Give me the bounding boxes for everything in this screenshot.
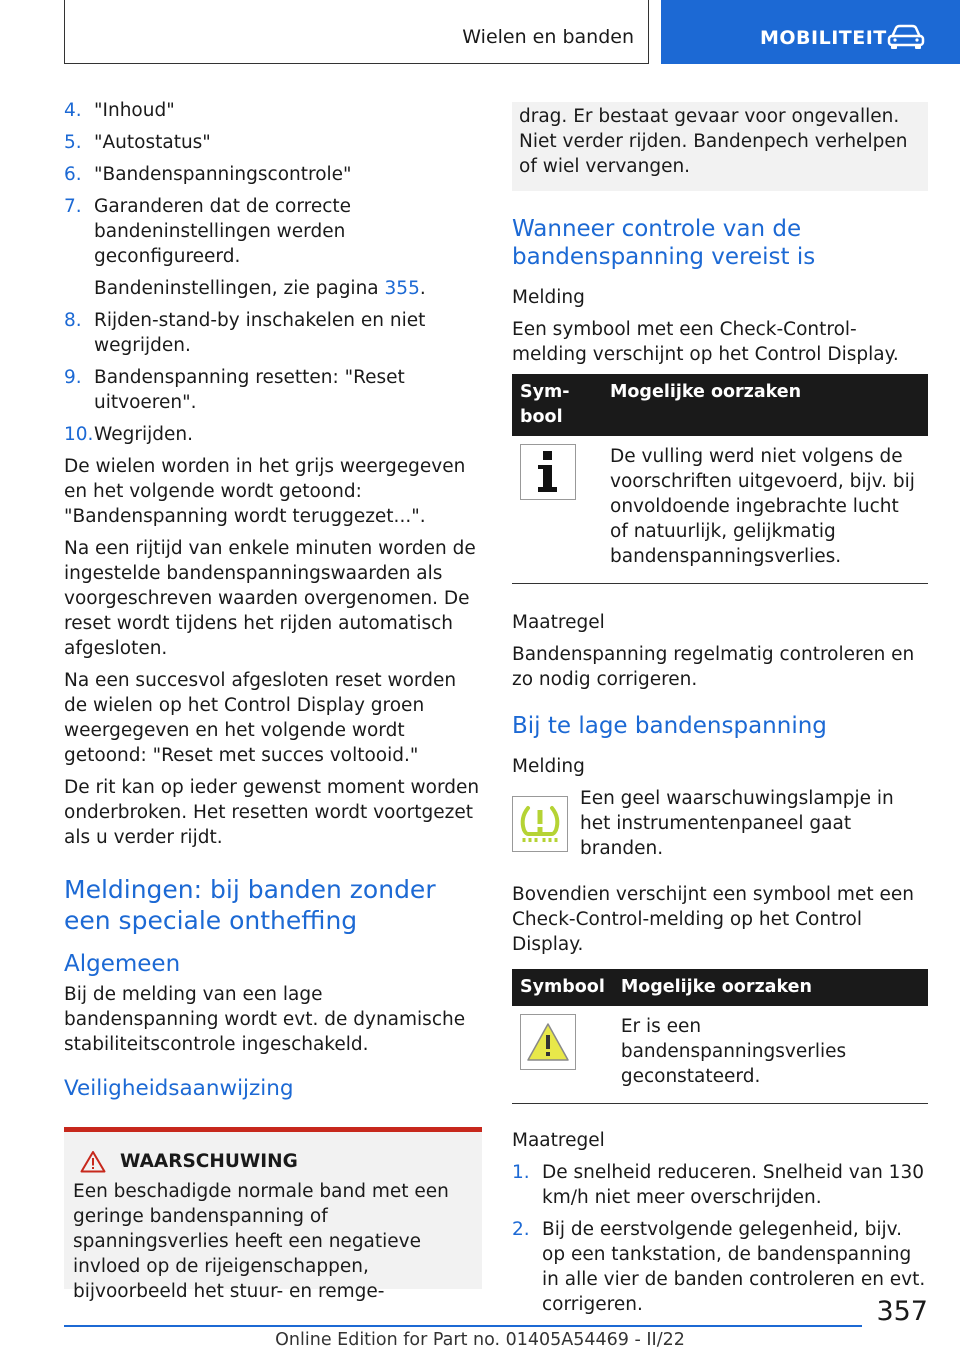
page-number: 357 — [876, 1296, 928, 1327]
paragraph: Bovendien verschijnt een symbool met een Check-Control-melding op het Control Display. — [512, 884, 914, 955]
list-item — [64, 130, 482, 155]
list-text: "Bandenspanningscontrole" — [94, 164, 352, 185]
list-text: Wegrijden. — [94, 424, 193, 445]
list-item — [64, 365, 482, 415]
paragraph: De rit kan op ieder gewenst moment worden onderbroken. Het resetten wordt voortgezet als u verder rijdt. — [64, 777, 480, 848]
list-number: 10. — [64, 424, 94, 445]
left-column — [64, 98, 482, 1302]
right-column — [512, 102, 928, 1324]
warning-box — [64, 1127, 482, 1302]
list-subtext — [64, 276, 482, 301]
paragraph: De wielen worden in het grijs weergegeven en het volgende wordt getoond: "Bandenspanning wordt teruggezet...". — [64, 456, 466, 527]
list-text: Rijden-stand-by inschakelen en niet wegrijden. — [94, 310, 426, 356]
list-item — [64, 162, 482, 187]
warning-text: Een beschadigde normale band met een geringe bandenspanning of spanningsverlies heeft een negatieve invloed op de rijeigenschappen, bijvoorbeeld het stuur- en remge- — [73, 1181, 449, 1302]
list-text: Bandenspanning resetten: "Reset uitvoeren". — [94, 367, 405, 413]
paragraph: Na een rijtijd van enkele minuten worden de ingestelde bandenspanningswaarden als voorgeschreven waarden overgenomen. De reset wordt tijdens het rijden automatisch afgesloten. — [64, 538, 476, 659]
list-item — [64, 308, 482, 358]
list-item — [64, 422, 482, 447]
list-text: "Inhoud" — [94, 100, 175, 121]
header-chapter-title: MOBILITEIT — [760, 27, 887, 49]
table-header-symbol: Symbool — [512, 374, 602, 436]
list-number: 8. — [64, 310, 82, 331]
warning-text: drag. Er bestaat gevaar voor ongevallen. Niet verder rijden. Bandenpech verhelpen of wiel vervangen. — [519, 106, 908, 177]
table-row — [512, 1006, 928, 1104]
section-heading: Meldingen: bij banden zonder een speciale ontheffing — [64, 875, 436, 935]
list-number: 1. — [512, 1162, 530, 1183]
label-maatregel: Maatregel — [512, 1130, 605, 1151]
page-link[interactable]: 355 — [384, 278, 420, 299]
header-section-box — [64, 0, 649, 64]
header-section-title: Wielen en banden — [462, 26, 634, 48]
list-number: 5. — [64, 132, 82, 153]
table-row — [512, 436, 928, 584]
lamp-row — [512, 786, 928, 868]
yellow-warning-triangle-icon — [525, 1021, 571, 1063]
warning-symbol — [520, 1014, 576, 1070]
subsection-heading: Algemeen — [64, 951, 181, 977]
warning-triangle-icon — [80, 1150, 106, 1173]
table-header-causes: Mogelijke oorzaken — [602, 374, 928, 436]
tire-pressure-lamp — [512, 796, 568, 852]
header-chapter-box — [661, 0, 960, 64]
warning-title: WAARSCHUWING — [120, 1151, 298, 1172]
paragraph: Een geel waarschuwingslampje in het instrumentenpaneel gaat branden. — [580, 788, 894, 859]
footer-rule — [64, 1325, 862, 1327]
list-number: 4. — [64, 100, 82, 121]
label-maatregel: Maatregel — [512, 612, 605, 633]
table-header-row — [512, 374, 928, 436]
list-number: 9. — [64, 367, 82, 388]
list-number: 7. — [64, 196, 82, 217]
car-icon — [887, 24, 925, 50]
warning-continuation-box — [512, 102, 928, 191]
label-melding: Melding — [512, 287, 585, 308]
footer-edition — [0, 1330, 960, 1350]
section-heading: Wanneer controle van de bandenspanning vereist is — [512, 216, 816, 270]
paragraph: Een symbool met een Check-Control-melding verschijnt op het Control Display. — [512, 319, 899, 365]
list-text: Garanderen dat de correcte bandeninstellingen werden geconfigureerd. — [94, 196, 352, 267]
subtext-end: . — [419, 278, 426, 299]
list-text: De snelheid reduceren. Snelheid van 130 km/h niet meer overschrijden. — [542, 1162, 924, 1208]
edition-text: Online Edition for Part no. 01405A54469 - II/22 — [275, 1330, 685, 1350]
table-cell-symbol — [512, 436, 602, 584]
symbol-table — [512, 969, 928, 1104]
paragraph: Bij de melding van een lage bandenspanning wordt evt. de dynamische stabiliteitscontrole ingeschakeld. — [64, 984, 466, 1055]
table-cell-symbol — [512, 1006, 613, 1104]
warning-title-row — [73, 1150, 472, 1173]
table-header-causes: Mogelijke oorzaken — [613, 969, 928, 1006]
list-text: "Autostatus" — [94, 132, 211, 153]
section-heading: Bij te lage bandenspanning — [512, 713, 827, 739]
list-item — [512, 1160, 928, 1210]
subtext: Bandeninstellingen, zie pagina — [94, 278, 385, 299]
list-item — [64, 194, 482, 269]
subsection-heading: Veiligheidsaanwijzing — [64, 1076, 294, 1101]
label-melding: Melding — [512, 756, 585, 777]
list-number: 2. — [512, 1219, 530, 1240]
list-item — [512, 1217, 928, 1317]
list-item — [64, 98, 482, 123]
info-icon — [533, 449, 563, 495]
table-cell-causes: Er is een bandenspanningsverlies geconstateerd. — [613, 1006, 928, 1104]
table-header-symbol: Symbool — [512, 969, 613, 1006]
table-cell-causes: De vulling werd niet volgens de voorschriften uitgevoerd, bijv. bij onvoldoende ingebrachte lucht of natuurlijk, gelijkmatig bandenspanningsverlies. — [602, 436, 928, 584]
symbol-table — [512, 374, 928, 584]
tire-pressure-warning-icon — [518, 804, 562, 844]
list-text: Bij de eerstvolgende gelegenheid, bijv. op een tankstation, de bandenspanning in alle vier de banden controleren en evt. corrigeren. — [542, 1219, 926, 1315]
table-header-row — [512, 969, 928, 1006]
paragraph: Na een succesvol afgesloten reset worden de wielen op het Control Display groen weergegeven en het volgende wordt getoond: "Reset met succes voltooid." — [64, 670, 457, 766]
paragraph: Bandenspanning regelmatig controleren en zo nodig corrigeren. — [512, 644, 915, 690]
info-symbol — [520, 444, 576, 500]
list-number: 6. — [64, 164, 82, 185]
